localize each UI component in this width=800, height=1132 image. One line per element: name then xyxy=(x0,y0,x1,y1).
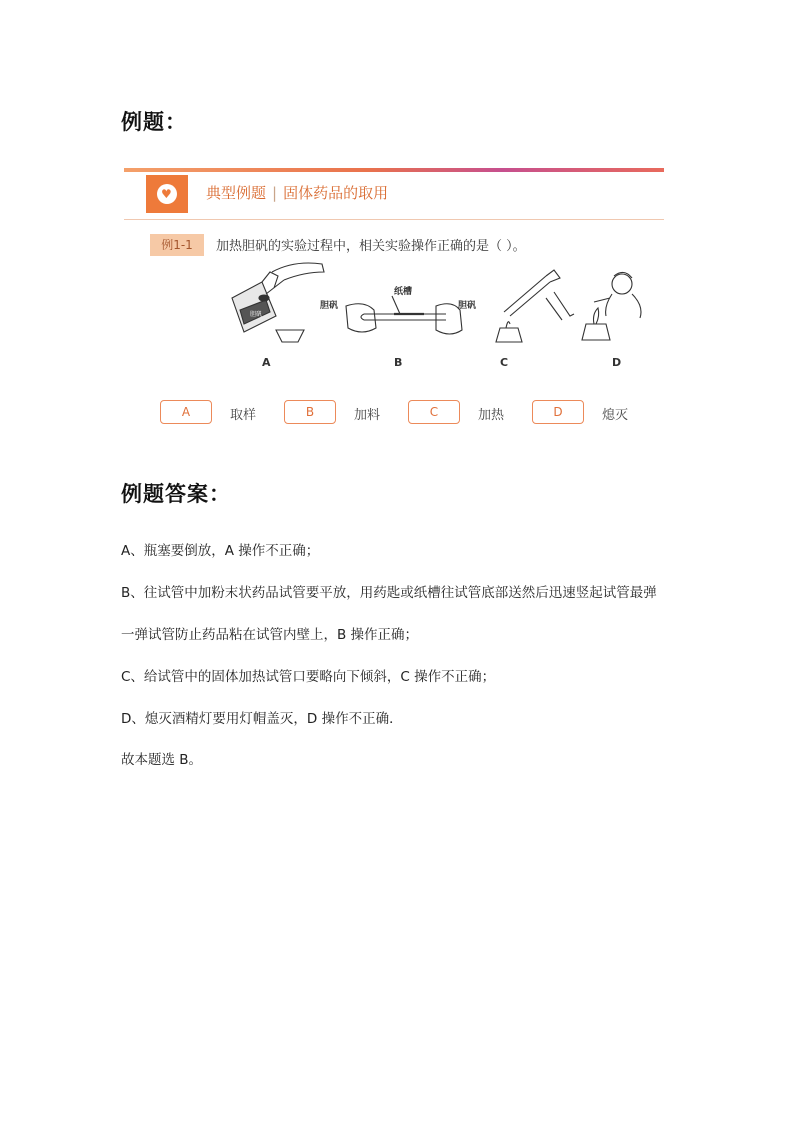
option-b-label: 加料 xyxy=(354,408,381,423)
figure-b-danfan-label: 胆矾 xyxy=(320,301,339,311)
answer-line-b1: B、往试管中加粉末状药品试管要平放，用药匙或纸槽往试管底部送然后迅速竖起试管最弹 xyxy=(121,585,657,601)
answer-conclusion: 故本题选 B。 xyxy=(121,752,203,768)
answer-line-c: C、给试管中的固体加热试管口要略向下倾斜，C 操作不正确； xyxy=(121,669,496,685)
answer-line-b2: 一弹试管防止药品粘在试管内壁上，B 操作正确； xyxy=(121,627,419,643)
figure-c-heating xyxy=(496,270,574,342)
figure-b-zhicao-label: 纸槽 xyxy=(394,287,413,297)
figure-label-c: C xyxy=(500,356,509,369)
experiment-figure xyxy=(214,258,654,368)
option-a-label: 取样 xyxy=(230,408,257,423)
answer-line-d: D、熄灭酒精灯要用灯帽盖灭，D 操作不正确． xyxy=(121,711,403,727)
question-text: 加热胆矾的实验过程中，相关实验操作正确的是（ ）。 xyxy=(216,239,526,254)
card-header xyxy=(206,182,388,203)
card-subtitle: 固体药品的取用 xyxy=(283,184,389,202)
card-top-bar xyxy=(124,168,664,172)
example-heading: 例题： xyxy=(121,110,187,134)
question-badge: 例1-1 xyxy=(150,234,204,256)
answer-heading: 例题答案： xyxy=(121,482,231,506)
figure-b-loading xyxy=(346,296,462,334)
option-b-button[interactable]: B xyxy=(284,400,336,424)
card-header-icon-box xyxy=(146,175,188,213)
card-header-divider xyxy=(124,219,664,220)
option-a-button[interactable]: A xyxy=(160,400,212,424)
figure-a-sampling xyxy=(232,263,324,342)
figure-label-a: A xyxy=(262,356,271,369)
card-title: 典型例题 xyxy=(206,184,267,202)
figure-a-bottle-label: 胆矾 xyxy=(250,311,263,318)
answer-line-a: A、瓶塞要倒放，A 操作不正确； xyxy=(121,543,320,559)
figure-c-danfan-label: 胆矾 xyxy=(458,301,477,311)
option-c-label: 加热 xyxy=(478,408,505,423)
figure-label-b: B xyxy=(394,356,403,369)
option-d-button[interactable]: D xyxy=(532,400,584,424)
card-header-separator: | xyxy=(272,184,278,202)
figure-d-extinguish xyxy=(582,272,641,340)
option-d-label: 熄灭 xyxy=(602,408,629,423)
option-c-button[interactable]: C xyxy=(408,400,460,424)
example-card xyxy=(124,166,664,436)
figure-label-d: D xyxy=(612,356,622,369)
heart-icon: ♥ xyxy=(157,184,177,204)
